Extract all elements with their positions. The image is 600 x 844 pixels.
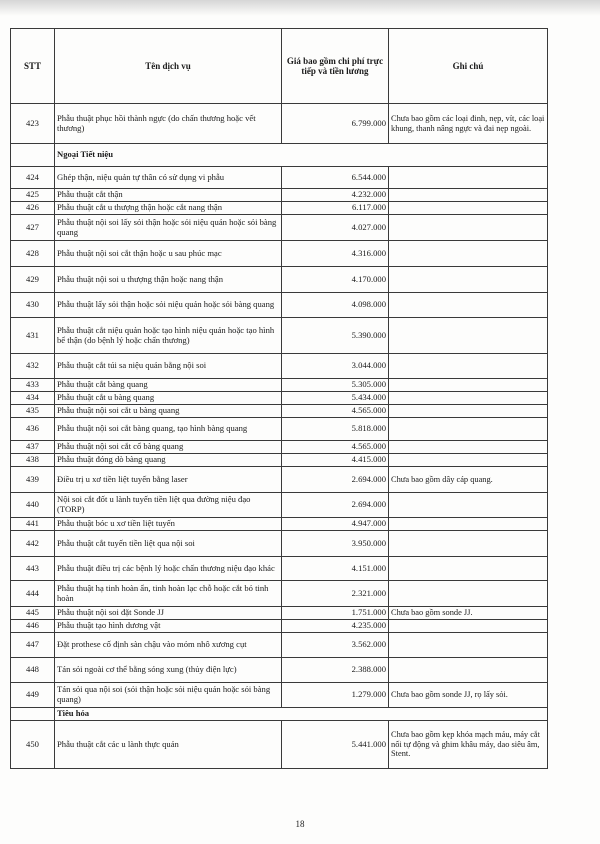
note-cell [389, 531, 548, 557]
note-cell [389, 633, 548, 658]
service-name-cell: Phẫu thuật điều trị các bệnh lý hoặc chấn thương niệu đạo khác [55, 557, 282, 581]
note-cell [389, 405, 548, 418]
stt-cell: 441 [11, 518, 55, 531]
price-cell: 5.441.000 [282, 721, 389, 769]
header-note: Ghi chú [389, 29, 548, 104]
note-cell [389, 293, 548, 318]
section-row [11, 708, 548, 721]
service-name-cell: Phẫu thuật phục hồi thành ngực (do chấn thương hoặc vết thương) [55, 104, 282, 144]
service-name-cell: Phẫu thuật nội soi đặt Sonde JJ [55, 607, 282, 620]
service-name-cell: Phẫu thuật nội soi cắt bàng quang, tạo hình bàng quang [55, 418, 282, 441]
note-cell: Chưa bao gồm dây cáp quang. [389, 467, 548, 493]
note-cell [389, 418, 548, 441]
stt-cell: 445 [11, 607, 55, 620]
price-cell: 4.170.000 [282, 267, 389, 293]
stt-cell: 431 [11, 318, 55, 354]
service-name-cell: Phẫu thuật cắt thận [55, 189, 282, 202]
stt-cell: 446 [11, 620, 55, 633]
service-name-cell: Phẫu thuật đóng dò bàng quang [55, 454, 282, 467]
price-cell: 6.544.000 [282, 167, 389, 189]
price-cell: 4.151.000 [282, 557, 389, 581]
service-name-cell: Phẫu thuật cắt các u lành thực quản [55, 721, 282, 769]
service-name-cell: Phẫu thuật cắt tuyến tiền liệt qua nội soi [55, 531, 282, 557]
stt-cell: 447 [11, 633, 55, 658]
price-cell: 2.321.000 [282, 581, 389, 607]
note-cell [389, 379, 548, 392]
section-title: Tiêu hóa [55, 708, 548, 721]
note-cell: Chưa bao gồm kẹp khóa mạch máu, máy cắt nối tự động và ghim khâu máy, dao siêu âm, Stent. [389, 721, 548, 769]
service-name-cell: Phẫu thuật nội soi lấy sỏi thận hoặc sỏi niệu quản hoặc sỏi bàng quang [55, 215, 282, 241]
note-cell [389, 241, 548, 267]
table-row [11, 607, 548, 620]
price-cell: 4.098.000 [282, 293, 389, 318]
table-row [11, 167, 548, 189]
table-row [11, 633, 548, 658]
header-stt: STT [11, 29, 55, 104]
price-cell: 3.950.000 [282, 531, 389, 557]
table-row [11, 392, 548, 405]
stt-cell: 435 [11, 405, 55, 418]
price-cell: 3.562.000 [282, 633, 389, 658]
table-row [11, 467, 548, 493]
service-name-cell: Phẫu thuật cắt u bàng quang [55, 392, 282, 405]
note-cell [389, 392, 548, 405]
stt-cell: 438 [11, 454, 55, 467]
table-row [11, 215, 548, 241]
service-name-cell: Phẫu thuật lấy sỏi thận hoặc sỏi niệu quản hoặc sỏi bàng quang [55, 293, 282, 318]
header-price: Giá bao gồm chi phí trực tiếp và tiền lương [282, 29, 389, 104]
note-cell [389, 581, 548, 607]
stt-cell: 439 [11, 467, 55, 493]
table-row [11, 493, 548, 518]
price-cell: 2.694.000 [282, 467, 389, 493]
price-cell: 4.947.000 [282, 518, 389, 531]
price-cell: 6.799.000 [282, 104, 389, 144]
note-cell [389, 658, 548, 683]
price-cell: 2.388.000 [282, 658, 389, 683]
price-table [10, 28, 548, 769]
table-row [11, 104, 548, 144]
service-name-cell: Đặt prothese cố định sàn chậu vào mỏm nhô xương cụt [55, 633, 282, 658]
table-row [11, 267, 548, 293]
stt-cell: 450 [11, 721, 55, 769]
note-cell: Chưa bao gồm sonde JJ, rọ lấy sỏi. [389, 683, 548, 708]
price-cell: 1.751.000 [282, 607, 389, 620]
note-cell [389, 441, 548, 454]
service-name-cell: Nội soi cắt đốt u lành tuyến tiền liệt qua đường niệu đạo (TORP) [55, 493, 282, 518]
service-name-cell: Phẫu thuật nội soi cắt u bàng quang [55, 405, 282, 418]
stt-cell: 436 [11, 418, 55, 441]
price-cell: 4.565.000 [282, 405, 389, 418]
service-name-cell: Điều trị u xơ tiền liệt tuyến bằng laser [55, 467, 282, 493]
price-cell: 4.565.000 [282, 441, 389, 454]
table-row [11, 454, 548, 467]
service-name-cell: Phẫu thuật nội soi u thượng thận hoặc nang thận [55, 267, 282, 293]
service-name-cell: Phẫu thuật nội soi cắt thận hoặc u sau phúc mạc [55, 241, 282, 267]
note-cell [389, 167, 548, 189]
price-cell: 5.818.000 [282, 418, 389, 441]
note-cell [389, 620, 548, 633]
stt-cell: 437 [11, 441, 55, 454]
service-name-cell: Phẫu thuật cắt túi sa niệu quản bằng nội soi [55, 354, 282, 379]
price-cell: 3.044.000 [282, 354, 389, 379]
table-row [11, 405, 548, 418]
note-cell [389, 318, 548, 354]
table-row [11, 683, 548, 708]
section-stt-cell [11, 144, 55, 167]
note-cell [389, 493, 548, 518]
table-row [11, 293, 548, 318]
table-row [11, 441, 548, 454]
price-cell: 5.390.000 [282, 318, 389, 354]
price-cell: 5.434.000 [282, 392, 389, 405]
stt-cell: 425 [11, 189, 55, 202]
section-title: Ngoại Tiết niệu [55, 144, 548, 167]
service-name-cell: Tán sỏi ngoài cơ thể bằng sóng xung (thủy điện lực) [55, 658, 282, 683]
price-cell: 1.279.000 [282, 683, 389, 708]
service-name-cell: Phẫu thuật cắt bàng quang [55, 379, 282, 392]
price-cell: 5.305.000 [282, 379, 389, 392]
stt-cell: 424 [11, 167, 55, 189]
table-row [11, 379, 548, 392]
price-cell: 6.117.000 [282, 202, 389, 215]
table-row [11, 354, 548, 379]
note-cell [389, 518, 548, 531]
scan-shadow [0, 0, 600, 16]
header-row [11, 29, 548, 104]
service-name-cell: Tán sỏi qua nội soi (sỏi thận hoặc sỏi niệu quản hoặc sỏi bàng quang) [55, 683, 282, 708]
stt-cell: 430 [11, 293, 55, 318]
stt-cell: 442 [11, 531, 55, 557]
stt-cell: 449 [11, 683, 55, 708]
table-row [11, 581, 548, 607]
note-cell [389, 189, 548, 202]
stt-cell: 428 [11, 241, 55, 267]
price-cell: 2.694.000 [282, 493, 389, 518]
stt-cell: 444 [11, 581, 55, 607]
stt-cell: 427 [11, 215, 55, 241]
stt-cell: 433 [11, 379, 55, 392]
service-name-cell: Phẫu thuật cắt niệu quản hoặc tạo hình niệu quản hoặc tạo hình bể thận (do bệnh lý hoặc chấn thương) [55, 318, 282, 354]
table-row [11, 531, 548, 557]
service-name-cell: Phẫu thuật hạ tinh hoàn ẩn, tinh hoàn lạc chỗ hoặc cắt bỏ tinh hoàn [55, 581, 282, 607]
price-cell: 4.027.000 [282, 215, 389, 241]
note-cell: Chưa bao gồm sonde JJ. [389, 607, 548, 620]
table-row [11, 518, 548, 531]
service-name-cell: Phẫu thuật tạo hình dương vật [55, 620, 282, 633]
table-row [11, 721, 548, 769]
table-body [11, 104, 548, 769]
note-cell: Chưa bao gồm các loại đinh, nẹp, vít, các loại khung, thanh nâng ngực và đai nẹp ngoài. [389, 104, 548, 144]
service-name-cell: Ghép thận, niệu quản tự thân có sử dụng vi phẫu [55, 167, 282, 189]
price-cell: 4.415.000 [282, 454, 389, 467]
note-cell [389, 202, 548, 215]
price-cell: 4.235.000 [282, 620, 389, 633]
table-row [11, 658, 548, 683]
table-row [11, 418, 548, 441]
table-row [11, 318, 548, 354]
stt-cell: 440 [11, 493, 55, 518]
note-cell [389, 557, 548, 581]
page-number: 18 [295, 819, 305, 829]
stt-cell: 448 [11, 658, 55, 683]
table-row [11, 557, 548, 581]
stt-cell: 443 [11, 557, 55, 581]
note-cell [389, 267, 548, 293]
note-cell [389, 454, 548, 467]
header-service: Tên dịch vụ [55, 29, 282, 104]
price-cell: 4.316.000 [282, 241, 389, 267]
section-stt-cell [11, 708, 55, 721]
table-row [11, 189, 548, 202]
stt-cell: 426 [11, 202, 55, 215]
stt-cell: 432 [11, 354, 55, 379]
service-name-cell: Phẫu thuật nội soi cắt cổ bàng quang [55, 441, 282, 454]
stt-cell: 429 [11, 267, 55, 293]
section-row [11, 144, 548, 167]
stt-cell: 434 [11, 392, 55, 405]
table-row [11, 620, 548, 633]
note-cell [389, 215, 548, 241]
table-row [11, 202, 548, 215]
service-name-cell: Phẫu thuật cắt u thượng thận hoặc cắt nang thận [55, 202, 282, 215]
note-cell [389, 354, 548, 379]
stt-cell: 423 [11, 104, 55, 144]
table-row [11, 241, 548, 267]
service-name-cell: Phẫu thuật bóc u xơ tiền liệt tuyến [55, 518, 282, 531]
price-cell: 4.232.000 [282, 189, 389, 202]
